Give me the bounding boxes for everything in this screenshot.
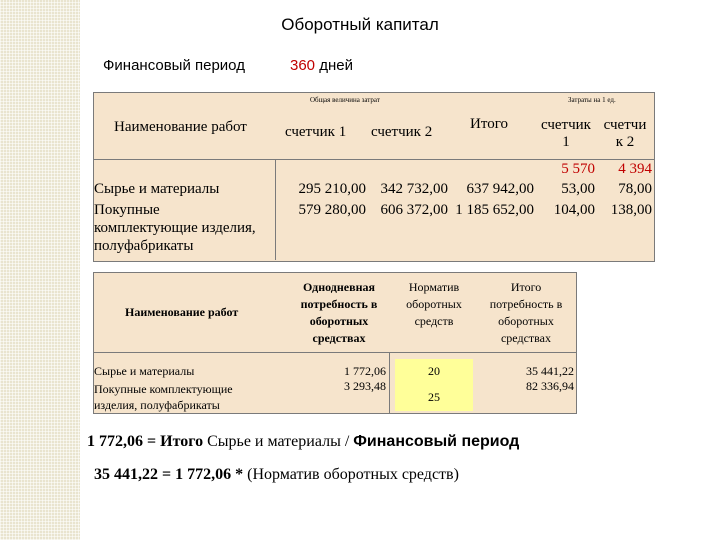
formula2-value2: 1 772,06	[175, 466, 232, 483]
formula1-eq: =	[147, 433, 157, 450]
header-unit-counter1-line1: счетчик	[541, 117, 591, 133]
wc-header-norm	[394, 279, 474, 330]
header-unit-counter1-line2: 1	[562, 134, 570, 150]
wc-row1-norm: 20	[428, 364, 440, 378]
wc-table-divider	[93, 352, 577, 353]
row1-unit2: 78,00	[618, 181, 652, 197]
formula1-bold: Итого	[160, 433, 204, 450]
row2-name-line1: Покупные	[94, 202, 160, 218]
wc-row2-name-line1: Покупные комплектующие	[94, 382, 233, 396]
costs-table-col-divider	[275, 160, 276, 260]
formula1-value: 1 772,06	[87, 433, 143, 450]
formula1-tail: Финансовый период	[353, 433, 520, 450]
page-title: Оборотный капитал	[281, 15, 439, 34]
row2-name-line3: полуфабрикаты	[94, 238, 194, 254]
wc-header-daily-l4: средствах	[312, 331, 366, 345]
header-unit-counter2-line1: счетчи	[603, 117, 647, 133]
wc-header-daily-l2: потребность в	[300, 297, 378, 311]
formula2-value: 35 441,22	[94, 466, 158, 483]
period-number: 360	[290, 57, 316, 74]
period-value	[290, 57, 353, 74]
wc-row2-daily: 3 293,48	[344, 379, 386, 393]
wc-header-name: Наименование работ	[125, 305, 239, 319]
row2-unit2: 138,00	[610, 202, 652, 218]
row2-name	[94, 201, 256, 255]
row1-unit1: 53,00	[561, 181, 595, 197]
unit-price-counter1: 5 570	[561, 161, 595, 177]
wc-header-total-l3: оборотных	[498, 314, 554, 328]
wc-header-total	[476, 279, 576, 347]
row1-total: 637 942,00	[466, 181, 534, 197]
group-header-unit: Затраты на 1 ед.	[568, 96, 616, 104]
header-counter2: счетчик 2	[371, 124, 433, 140]
unit-price-counter2: 4 394	[618, 161, 652, 177]
header-counter1: счетчик 1	[285, 124, 347, 140]
wc-header-daily-l3: оборотных	[309, 314, 369, 328]
header-name: Наименование работ	[114, 119, 247, 135]
decorative-side-stripe	[0, 0, 80, 540]
period-unit: дней	[319, 57, 353, 74]
wc-header-norm-l1: Норматив	[408, 280, 460, 294]
header-unit-counter2-line2: к 2	[615, 134, 635, 150]
wc-row2-total: 82 336,94	[526, 379, 574, 393]
period-label: Финансовый период	[103, 57, 245, 74]
formula2-eq: =	[162, 466, 172, 483]
wc-header-total-l1: Итого	[510, 280, 542, 294]
wc-table-col-divider	[389, 353, 390, 413]
formula-daily-need	[87, 433, 519, 451]
row2-counter2: 606 372,00	[380, 202, 448, 218]
wc-row2-name	[94, 381, 233, 413]
formula1-middle: Сырье и материалы /	[207, 433, 350, 450]
wc-header-total-l4: средствах	[500, 331, 551, 345]
wc-header-total-l2: потребность в	[489, 297, 563, 311]
row1-counter1: 295 210,00	[298, 181, 366, 197]
formula-total-need	[94, 466, 459, 484]
row2-total: 1 185 652,00	[455, 202, 534, 218]
formula2-tail: (Норматив оборотных средств)	[247, 466, 459, 483]
row1-counter2: 342 732,00	[380, 181, 448, 197]
header-unit-counter2	[597, 117, 653, 151]
row1-name: Сырье и материалы	[94, 181, 220, 197]
wc-row2-name-line2: изделия, полуфабрикаты	[94, 398, 220, 412]
wc-row2-norm: 25	[428, 390, 440, 404]
wc-row1-total: 35 441,22	[526, 364, 574, 378]
header-unit-counter1	[536, 117, 596, 151]
wc-header-norm-l3: средств	[414, 314, 454, 328]
wc-header-daily	[284, 279, 394, 347]
header-total: Итого	[470, 116, 508, 132]
formula2-op: *	[235, 466, 244, 483]
row2-counter1: 579 280,00	[298, 202, 366, 218]
wc-header-daily-l1: Однодневная	[302, 280, 375, 294]
row2-unit1: 104,00	[553, 202, 595, 218]
wc-row1-daily: 1 772,06	[344, 364, 386, 378]
group-header-total: Общая величина затрат	[310, 96, 380, 104]
wc-row1-name: Сырье и материалы	[94, 364, 195, 378]
wc-header-norm-l2: оборотных	[406, 297, 462, 311]
costs-table-divider	[93, 159, 655, 160]
row2-name-line2: комплектующие изделия,	[94, 220, 256, 236]
